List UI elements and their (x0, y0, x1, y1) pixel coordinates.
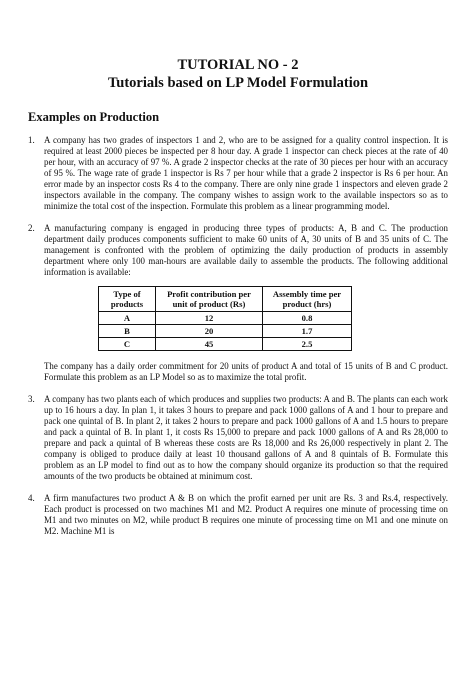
table-cell: 0.8 (263, 312, 352, 325)
table-cell: A (99, 312, 156, 325)
table-cell: 20 (156, 325, 263, 338)
table-header-cell: Type of products (99, 287, 156, 312)
question-1 (28, 135, 448, 212)
question-followup-text: The company has a daily order commitment for 20 units of product A and total of 15 units of B and C product. Formulate this problem as an LP Model so as to maximize the total profit. (44, 361, 448, 382)
table-cell: 45 (156, 338, 263, 351)
table-header-cell: Profit contribution per unit of product (Rs) (156, 287, 263, 312)
table-header-cell: Assembly time per product (hrs) (263, 287, 352, 312)
question-number: 4. (28, 493, 35, 503)
section-heading: Examples on Production (28, 110, 160, 124)
table-cell: C (99, 338, 156, 351)
table-cell: 2.5 (263, 338, 352, 351)
question-text: A company has two plants each of which produces and supplies two products: A and B. The plants can each work up to 16 hours a day. In plan 1, it takes 3 hours to prepare and pack 1000 gallons of A and 1 hour to prepare and pack one quintal of B. In plant 2, it takes 2 hours to prepare and pack 1000 gallons of A and 1.5 hours to prepare and pack a quintal of B. In plant 1, it costs Rs 15,000 to prepare and pack 1000 gallons of A and Rs 28,000 to prepare and pack a quintal of B whereas these costs are Rs 18,000 and Rs 26,000 respectively in plant 2. The company is obliged to produce daily at least 10 thousand gallons of A and 8 quintals of B. Formulate this problem as an LP model to find out as to how the company should organize its production so that the required amounts of the two products be obtained at minimum cost. (44, 394, 448, 481)
question-3 (28, 394, 448, 482)
tutorial-title: TUTORIAL NO - 2 (177, 57, 299, 73)
table-row (99, 312, 352, 325)
question-number: 1. (28, 135, 35, 145)
question-text: A manufacturing company is engaged in producing three types of products: A, B and C. The production department daily produces components sufficient to make 60 units of A, 30 units of B and 35 units of C. The management is confronted with the problem of optimizing the daily production of products in assembly department where only 100 man-hours are available daily to assemble the products. The following additional information is available: (44, 223, 448, 277)
table-cell: B (99, 325, 156, 338)
table-row (99, 325, 352, 338)
question-2 (28, 223, 448, 383)
table-cell: 12 (156, 312, 263, 325)
table-cell: 1.7 (263, 325, 352, 338)
question-text: A firm manufactures two product A & B on which the profit earned per unit are Rs. 3 and Rs.4, respectively. Each product is processed on two machines M1 and M2. Product A requires one minute of processing time on M1 and two minutes on M2, while product B requires one minute of processing time on M1 and one minute on M2. Machine M1 is (44, 493, 448, 536)
question-number: 3. (28, 394, 35, 404)
question-4 (28, 493, 448, 537)
product-table (98, 286, 352, 351)
question-number: 2. (28, 223, 35, 233)
document-page (0, 56, 474, 688)
tutorial-subtitle: Tutorials based on LP Model Formulation (107, 75, 369, 91)
question-text: A company has two grades of inspectors 1 and 2, who are to be assigned for a quality control inspection. It is required at least 2000 pieces be inspected per 8 hour day. A grade 1 inspector can check pieces at the rate of 40 per hour, with an accuracy of 97 %. A grade 2 inspector checks at the rate of 30 pieces per hour with an accuracy of 95 %. The wage rate of grade 1 inspector is Rs 7 per hour while that a grade 2 inspector is Rs 6 per hour. An error made by an inspector costs Rs 4 to the company. There are only nine grade 1 inspectors and eleven grade 2 inspectors available in the company. The company wishes to assign work to the available inspectors so as to minimize the total cost of the inspection. Formulate this problem as a linear programming model. (44, 135, 448, 211)
table-header-row (99, 287, 352, 312)
table-row (99, 338, 352, 351)
